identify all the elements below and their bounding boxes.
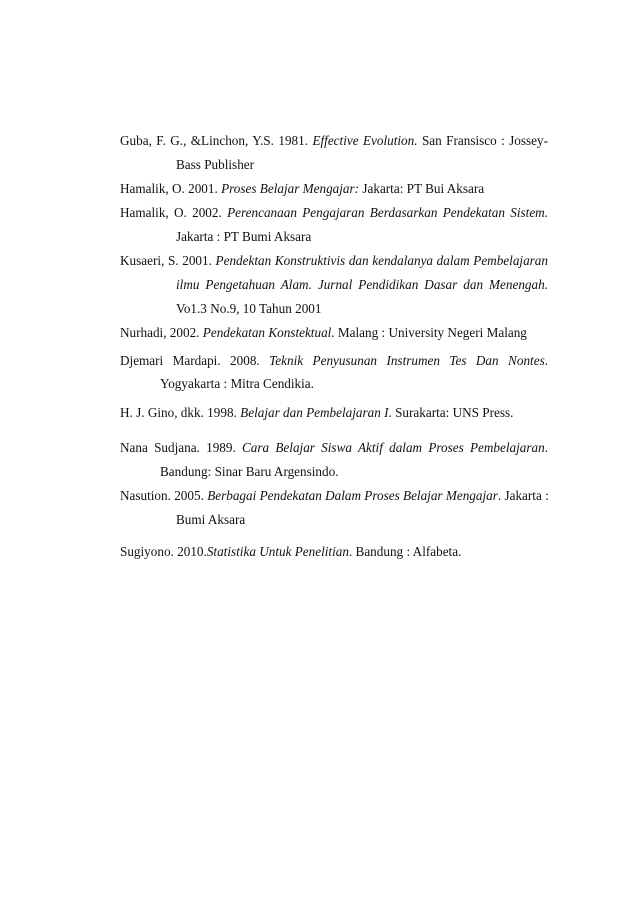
reference-author-year: Guba, F. G., &Linchon, Y.S. 1981.	[120, 133, 313, 148]
reference-author-year: Djemari Mardapi. 2008.	[120, 353, 270, 368]
reference-publisher: Jakarta: PT Bui Aksara	[359, 181, 485, 196]
reference-author-year: Kusaeri, S. 2001.	[120, 253, 216, 268]
reference-title: Teknik Penyusunan Instrumen Tes Dan Nontes	[269, 353, 545, 368]
reference-title: Perencanaan Pengajaran Berdasarkan Pendekatan Sistem.	[227, 205, 549, 220]
reference-author-year: Hamalik, O. 2001.	[120, 181, 222, 196]
reference-continuation: Jakarta : PT Bumi Aksara	[176, 229, 312, 244]
reference-entry-line	[120, 252, 548, 270]
reference-continuation: Yogyakarta : Mitra Cendikia.	[160, 376, 314, 391]
reference-publisher: San Fransisco : Jossey-	[417, 133, 548, 148]
reference-title: Proses Belajar Mengajar:	[221, 181, 360, 196]
reference-author-year: Nurhadi, 2002.	[120, 325, 203, 340]
reference-entry-line	[120, 132, 548, 150]
reference-publisher: . Bandung : Alfabeta.	[348, 544, 462, 559]
reference-continuation: Bass Publisher	[176, 157, 255, 172]
reference-title: Belajar dan Pembelajaran I	[240, 405, 389, 420]
reference-author-year: Nana Sudjana. 1989.	[120, 440, 243, 455]
reference-publisher: Malang : University Negeri Malang	[334, 325, 527, 340]
reference-entry-line	[120, 404, 513, 422]
reference-author-year: Nasution. 2005.	[120, 488, 208, 503]
reference-publisher: .	[544, 353, 548, 368]
reference-entry-line	[120, 204, 548, 222]
reference-entry-line	[120, 487, 548, 505]
reference-continuation	[176, 276, 548, 294]
reference-title: Pendektan Konstruktivis dan kendalanya dalam Pembelajaran	[215, 253, 548, 268]
reference-continuation: Vo1.3 No.9, 10 Tahun 2001	[176, 301, 322, 316]
reference-author-year: H. J. Gino, dkk. 1998.	[120, 405, 241, 420]
reference-publisher: .	[544, 440, 548, 455]
reference-title-continued: ilmu Pengetahuan Alam. Jurnal Pendidikan Dasar dan Menengah.	[176, 277, 548, 292]
reference-entry-line	[120, 439, 548, 457]
reference-continuation: Bumi Aksara	[176, 512, 246, 527]
reference-title: Statistika Untuk Penelitian	[206, 544, 349, 559]
reference-author-year: Hamalik, O. 2002.	[120, 205, 228, 220]
reference-title: Effective Evolution.	[312, 133, 418, 148]
reference-author-year: Sugiyono. 2010.	[120, 544, 207, 559]
reference-continuation: Bandung: Sinar Baru Argensindo.	[160, 464, 339, 479]
reference-entry-line	[120, 324, 527, 342]
reference-publisher: . Surakarta: UNS Press.	[388, 405, 514, 420]
reference-entry-line	[120, 543, 461, 561]
reference-title: Pendekatan Konstektual.	[202, 325, 335, 340]
reference-entry-line	[120, 180, 484, 198]
reference-publisher: . Jakarta :	[497, 488, 549, 503]
reference-title: Berbagai Pendekatan Dalam Proses Belajar Mengajar	[207, 488, 498, 503]
reference-entry-line	[120, 352, 548, 370]
reference-title: Cara Belajar Siswa Aktif dalam Proses Pembelajaran	[242, 440, 545, 455]
